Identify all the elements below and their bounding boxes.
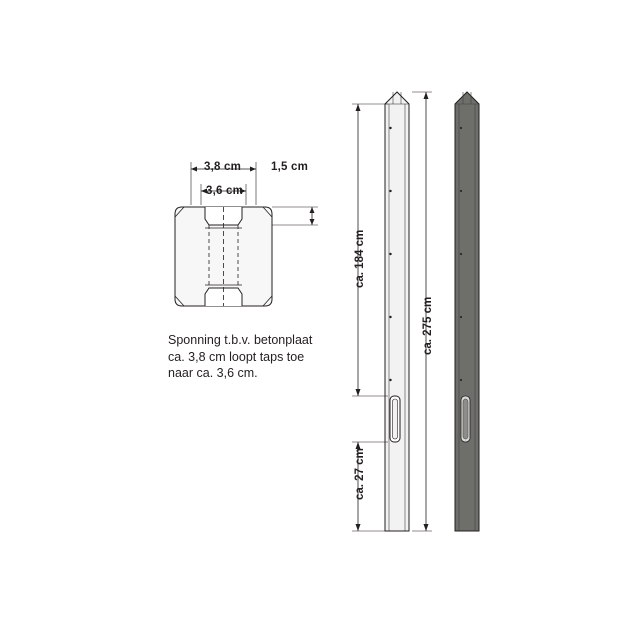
dimension-label-width-bottom: 3,6 cm [206, 185, 244, 197]
post-front-slot-inner [393, 399, 398, 439]
dimension-label-width-top: 3,8 cm [204, 161, 242, 173]
anchor-hole [460, 127, 462, 129]
cross-section-caption [168, 332, 398, 382]
caption-line-2: ca. 3,8 cm loopt taps toe [168, 349, 305, 364]
anchor-hole [460, 379, 462, 381]
dimension-label-total-height: ca. 275 cm [422, 296, 434, 355]
dimension-label-lower-section: ca. 27 cm [354, 448, 366, 500]
dimension-label-depth: 1,5 cm [271, 161, 309, 173]
anchor-hole [389, 127, 391, 129]
anchor-hole [460, 190, 462, 192]
anchor-hole [389, 253, 391, 255]
side-view-post [455, 92, 479, 531]
post-side-outline [455, 92, 479, 531]
caption-line-3: naar ca. 3,6 cm. [168, 366, 258, 381]
post-front-outline [385, 92, 409, 531]
post-side-slot-inner [463, 399, 468, 439]
anchor-hole [389, 316, 391, 318]
anchor-hole [389, 190, 391, 192]
anchor-hole [460, 253, 462, 255]
front-view-post [385, 92, 409, 531]
caption-line-1: Sponning t.b.v. betonplaat [168, 333, 313, 347]
dimension-label-upper-section: ca. 184 cm [354, 229, 366, 288]
anchor-hole [460, 316, 462, 318]
